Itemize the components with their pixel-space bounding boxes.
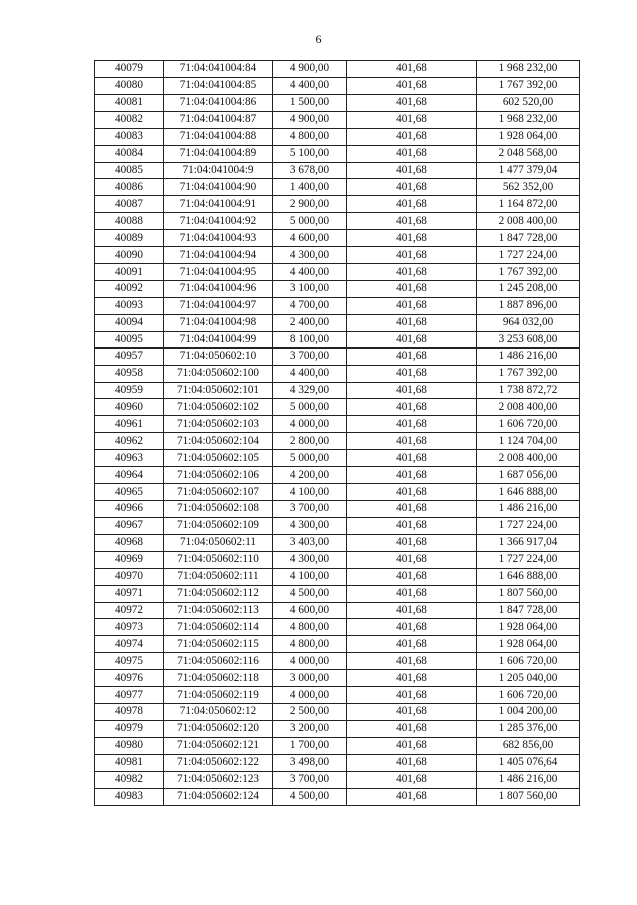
rate-cell: 401,68 bbox=[347, 467, 477, 484]
rate-cell: 401,68 bbox=[347, 771, 477, 788]
rate-cell: 401,68 bbox=[347, 230, 477, 247]
area-cell: 4 300,00 bbox=[273, 247, 347, 264]
cadastral-number-cell: 71:04:041004:99 bbox=[164, 331, 273, 348]
row-number-cell: 40085 bbox=[95, 162, 164, 179]
rate-cell: 401,68 bbox=[347, 297, 477, 314]
table-row bbox=[95, 264, 580, 281]
cadastral-number-cell: 71:04:041004:97 bbox=[164, 297, 273, 314]
table-row bbox=[95, 585, 580, 602]
value-cell: 1 164 872,00 bbox=[477, 196, 580, 213]
row-number-cell: 40094 bbox=[95, 314, 164, 331]
row-number-cell: 40967 bbox=[95, 517, 164, 534]
cadastral-number-cell: 71:04:050602:115 bbox=[164, 636, 273, 653]
table-row bbox=[95, 517, 580, 534]
table-row bbox=[95, 551, 580, 568]
table-row bbox=[95, 450, 580, 467]
cadastral-number-cell: 71:04:041004:91 bbox=[164, 196, 273, 213]
area-cell: 4 300,00 bbox=[273, 517, 347, 534]
area-cell: 4 400,00 bbox=[273, 77, 347, 94]
registry-table bbox=[94, 60, 580, 806]
area-cell: 4 000,00 bbox=[273, 653, 347, 670]
value-cell: 1 767 392,00 bbox=[477, 77, 580, 94]
rate-cell: 401,68 bbox=[347, 687, 477, 704]
cadastral-number-cell: 71:04:041004:87 bbox=[164, 111, 273, 128]
table-row bbox=[95, 61, 580, 78]
value-cell: 1 727 224,00 bbox=[477, 247, 580, 264]
row-number-cell: 40982 bbox=[95, 771, 164, 788]
area-cell: 3 700,00 bbox=[273, 348, 347, 365]
row-number-cell: 40963 bbox=[95, 450, 164, 467]
value-cell: 1 004 200,00 bbox=[477, 704, 580, 721]
cadastral-number-cell: 71:04:050602:10 bbox=[164, 348, 273, 365]
rate-cell: 401,68 bbox=[347, 247, 477, 264]
rate-cell: 401,68 bbox=[347, 213, 477, 230]
table-row bbox=[95, 162, 580, 179]
row-number-cell: 40973 bbox=[95, 619, 164, 636]
table-row bbox=[95, 399, 580, 416]
row-number-cell: 40960 bbox=[95, 399, 164, 416]
cadastral-number-cell: 71:04:050602:104 bbox=[164, 433, 273, 450]
area-cell: 3 700,00 bbox=[273, 771, 347, 788]
area-cell: 2 900,00 bbox=[273, 196, 347, 213]
value-cell: 1 968 232,00 bbox=[477, 111, 580, 128]
row-number-cell: 40958 bbox=[95, 365, 164, 382]
value-cell: 1 807 560,00 bbox=[477, 788, 580, 805]
cadastral-number-cell: 71:04:050602:109 bbox=[164, 517, 273, 534]
cadastral-number-cell: 71:04:041004:89 bbox=[164, 145, 273, 162]
row-number-cell: 40977 bbox=[95, 687, 164, 704]
table-row bbox=[95, 314, 580, 331]
value-cell: 1 928 064,00 bbox=[477, 619, 580, 636]
value-cell: 2 008 400,00 bbox=[477, 450, 580, 467]
cadastral-number-cell: 71:04:050602:123 bbox=[164, 771, 273, 788]
rate-cell: 401,68 bbox=[347, 128, 477, 145]
row-number-cell: 40959 bbox=[95, 382, 164, 399]
cadastral-number-cell: 71:04:050602:12 bbox=[164, 704, 273, 721]
area-cell: 3 678,00 bbox=[273, 162, 347, 179]
table-row bbox=[95, 771, 580, 788]
rate-cell: 401,68 bbox=[347, 314, 477, 331]
cadastral-number-cell: 71:04:041004:95 bbox=[164, 264, 273, 281]
value-cell: 1 124 704,00 bbox=[477, 433, 580, 450]
value-cell: 1 606 720,00 bbox=[477, 653, 580, 670]
table-row bbox=[95, 704, 580, 721]
cadastral-number-cell: 71:04:050602:121 bbox=[164, 737, 273, 754]
value-cell: 1 727 224,00 bbox=[477, 517, 580, 534]
table-row bbox=[95, 754, 580, 771]
area-cell: 3 100,00 bbox=[273, 280, 347, 297]
cadastral-number-cell: 71:04:050602:114 bbox=[164, 619, 273, 636]
value-cell: 1 606 720,00 bbox=[477, 416, 580, 433]
value-cell: 1 928 064,00 bbox=[477, 128, 580, 145]
area-cell: 3 498,00 bbox=[273, 754, 347, 771]
rate-cell: 401,68 bbox=[347, 382, 477, 399]
area-cell: 3 000,00 bbox=[273, 670, 347, 687]
cadastral-number-cell: 71:04:041004:93 bbox=[164, 230, 273, 247]
table-row bbox=[95, 467, 580, 484]
row-number-cell: 40981 bbox=[95, 754, 164, 771]
cadastral-number-cell: 71:04:041004:92 bbox=[164, 213, 273, 230]
row-number-cell: 40983 bbox=[95, 788, 164, 805]
row-number-cell: 40082 bbox=[95, 111, 164, 128]
row-number-cell: 40083 bbox=[95, 128, 164, 145]
value-cell: 1 687 056,00 bbox=[477, 467, 580, 484]
table-row bbox=[95, 196, 580, 213]
row-number-cell: 40084 bbox=[95, 145, 164, 162]
area-cell: 4 800,00 bbox=[273, 128, 347, 145]
value-cell: 1 738 872,72 bbox=[477, 382, 580, 399]
value-cell: 562 352,00 bbox=[477, 179, 580, 196]
row-number-cell: 40971 bbox=[95, 585, 164, 602]
cadastral-number-cell: 71:04:050602:119 bbox=[164, 687, 273, 704]
rate-cell: 401,68 bbox=[347, 162, 477, 179]
area-cell: 4 100,00 bbox=[273, 568, 347, 585]
cadastral-number-cell: 71:04:050602:107 bbox=[164, 484, 273, 501]
value-cell: 1 968 232,00 bbox=[477, 61, 580, 78]
table-row bbox=[95, 602, 580, 619]
rate-cell: 401,68 bbox=[347, 754, 477, 771]
table-row bbox=[95, 77, 580, 94]
value-cell: 1 928 064,00 bbox=[477, 636, 580, 653]
rate-cell: 401,68 bbox=[347, 568, 477, 585]
row-number-cell: 40966 bbox=[95, 500, 164, 517]
rate-cell: 401,68 bbox=[347, 179, 477, 196]
value-cell: 1 245 208,00 bbox=[477, 280, 580, 297]
area-cell: 2 400,00 bbox=[273, 314, 347, 331]
cadastral-number-cell: 71:04:041004:86 bbox=[164, 94, 273, 111]
rate-cell: 401,68 bbox=[347, 517, 477, 534]
area-cell: 1 400,00 bbox=[273, 179, 347, 196]
table-row bbox=[95, 720, 580, 737]
row-number-cell: 40962 bbox=[95, 433, 164, 450]
table-row bbox=[95, 619, 580, 636]
area-cell: 4 100,00 bbox=[273, 484, 347, 501]
cadastral-number-cell: 71:04:050602:106 bbox=[164, 467, 273, 484]
rate-cell: 401,68 bbox=[347, 619, 477, 636]
area-cell: 4 900,00 bbox=[273, 111, 347, 128]
area-cell: 4 500,00 bbox=[273, 585, 347, 602]
table-row bbox=[95, 111, 580, 128]
value-cell: 1 285 376,00 bbox=[477, 720, 580, 737]
row-number-cell: 40092 bbox=[95, 280, 164, 297]
cadastral-number-cell: 71:04:050602:124 bbox=[164, 788, 273, 805]
area-cell: 5 000,00 bbox=[273, 213, 347, 230]
row-number-cell: 40093 bbox=[95, 297, 164, 314]
cadastral-number-cell: 71:04:041004:85 bbox=[164, 77, 273, 94]
row-number-cell: 40969 bbox=[95, 551, 164, 568]
value-cell: 1 366 917,04 bbox=[477, 534, 580, 551]
value-cell: 1 847 728,00 bbox=[477, 230, 580, 247]
table-row bbox=[95, 534, 580, 551]
value-cell: 3 253 608,00 bbox=[477, 331, 580, 348]
table-row bbox=[95, 128, 580, 145]
area-cell: 8 100,00 bbox=[273, 331, 347, 348]
rate-cell: 401,68 bbox=[347, 399, 477, 416]
value-cell: 682 856,00 bbox=[477, 737, 580, 754]
rate-cell: 401,68 bbox=[347, 280, 477, 297]
area-cell: 1 700,00 bbox=[273, 737, 347, 754]
value-cell: 1 486 216,00 bbox=[477, 348, 580, 365]
value-cell: 1 646 888,00 bbox=[477, 484, 580, 501]
table-row bbox=[95, 331, 580, 348]
rate-cell: 401,68 bbox=[347, 433, 477, 450]
value-cell: 1 205 040,00 bbox=[477, 670, 580, 687]
area-cell: 4 500,00 bbox=[273, 788, 347, 805]
cadastral-number-cell: 71:04:050602:120 bbox=[164, 720, 273, 737]
rate-cell: 401,68 bbox=[347, 500, 477, 517]
value-cell: 1 486 216,00 bbox=[477, 771, 580, 788]
rate-cell: 401,68 bbox=[347, 111, 477, 128]
cadastral-number-cell: 71:04:050602:103 bbox=[164, 416, 273, 433]
rate-cell: 401,68 bbox=[347, 450, 477, 467]
rate-cell: 401,68 bbox=[347, 602, 477, 619]
rate-cell: 401,68 bbox=[347, 264, 477, 281]
cadastral-number-cell: 71:04:041004:9 bbox=[164, 162, 273, 179]
rate-cell: 401,68 bbox=[347, 365, 477, 382]
row-number-cell: 40980 bbox=[95, 737, 164, 754]
rate-cell: 401,68 bbox=[347, 788, 477, 805]
cadastral-number-cell: 71:04:050602:101 bbox=[164, 382, 273, 399]
row-number-cell: 40091 bbox=[95, 264, 164, 281]
area-cell: 4 300,00 bbox=[273, 551, 347, 568]
table-row bbox=[95, 179, 580, 196]
table-row bbox=[95, 213, 580, 230]
area-cell: 4 600,00 bbox=[273, 602, 347, 619]
area-cell: 4 700,00 bbox=[273, 297, 347, 314]
area-cell: 4 600,00 bbox=[273, 230, 347, 247]
table-row bbox=[95, 653, 580, 670]
row-number-cell: 40079 bbox=[95, 61, 164, 78]
area-cell: 2 800,00 bbox=[273, 433, 347, 450]
cadastral-number-cell: 71:04:041004:96 bbox=[164, 280, 273, 297]
row-number-cell: 40088 bbox=[95, 213, 164, 230]
row-number-cell: 40979 bbox=[95, 720, 164, 737]
area-cell: 5 100,00 bbox=[273, 145, 347, 162]
rate-cell: 401,68 bbox=[347, 534, 477, 551]
row-number-cell: 40972 bbox=[95, 602, 164, 619]
area-cell: 4 000,00 bbox=[273, 687, 347, 704]
table-row bbox=[95, 416, 580, 433]
cadastral-number-cell: 71:04:041004:98 bbox=[164, 314, 273, 331]
table-row bbox=[95, 230, 580, 247]
value-cell: 964 032,00 bbox=[477, 314, 580, 331]
rate-cell: 401,68 bbox=[347, 145, 477, 162]
table-row bbox=[95, 247, 580, 264]
value-cell: 1 847 728,00 bbox=[477, 602, 580, 619]
rate-cell: 401,68 bbox=[347, 348, 477, 365]
cadastral-number-cell: 71:04:050602:122 bbox=[164, 754, 273, 771]
table-row bbox=[95, 382, 580, 399]
row-number-cell: 40081 bbox=[95, 94, 164, 111]
area-cell: 3 403,00 bbox=[273, 534, 347, 551]
area-cell: 5 000,00 bbox=[273, 399, 347, 416]
rate-cell: 401,68 bbox=[347, 653, 477, 670]
cadastral-number-cell: 71:04:050602:113 bbox=[164, 602, 273, 619]
row-number-cell: 40090 bbox=[95, 247, 164, 264]
cadastral-number-cell: 71:04:050602:100 bbox=[164, 365, 273, 382]
table-row bbox=[95, 500, 580, 517]
row-number-cell: 40965 bbox=[95, 484, 164, 501]
value-cell: 1 486 216,00 bbox=[477, 500, 580, 517]
row-number-cell: 40978 bbox=[95, 704, 164, 721]
cadastral-number-cell: 71:04:050602:110 bbox=[164, 551, 273, 568]
table-row bbox=[95, 348, 580, 365]
row-number-cell: 40957 bbox=[95, 348, 164, 365]
page-number: 6 bbox=[315, 32, 322, 46]
area-cell: 4 800,00 bbox=[273, 619, 347, 636]
rate-cell: 401,68 bbox=[347, 636, 477, 653]
rate-cell: 401,68 bbox=[347, 331, 477, 348]
value-cell: 2 048 568,00 bbox=[477, 145, 580, 162]
cadastral-number-cell: 71:04:041004:90 bbox=[164, 179, 273, 196]
cadastral-number-cell: 71:04:050602:112 bbox=[164, 585, 273, 602]
value-cell: 1 477 379,04 bbox=[477, 162, 580, 179]
area-cell: 3 200,00 bbox=[273, 720, 347, 737]
table-row bbox=[95, 687, 580, 704]
cadastral-number-cell: 71:04:050602:11 bbox=[164, 534, 273, 551]
value-cell: 1 807 560,00 bbox=[477, 585, 580, 602]
rate-cell: 401,68 bbox=[347, 704, 477, 721]
rate-cell: 401,68 bbox=[347, 720, 477, 737]
cadastral-number-cell: 71:04:050602:116 bbox=[164, 653, 273, 670]
table-row bbox=[95, 568, 580, 585]
cadastral-number-cell: 71:04:050602:105 bbox=[164, 450, 273, 467]
rate-cell: 401,68 bbox=[347, 670, 477, 687]
rate-cell: 401,68 bbox=[347, 585, 477, 602]
value-cell: 1 727 224,00 bbox=[477, 551, 580, 568]
cadastral-number-cell: 71:04:050602:108 bbox=[164, 500, 273, 517]
table-row bbox=[95, 365, 580, 382]
row-number-cell: 40970 bbox=[95, 568, 164, 585]
rate-cell: 401,68 bbox=[347, 416, 477, 433]
table-row bbox=[95, 280, 580, 297]
table-row bbox=[95, 433, 580, 450]
area-cell: 1 500,00 bbox=[273, 94, 347, 111]
row-number-cell: 40975 bbox=[95, 653, 164, 670]
value-cell: 1 646 888,00 bbox=[477, 568, 580, 585]
cadastral-number-cell: 71:04:041004:84 bbox=[164, 61, 273, 78]
row-number-cell: 40086 bbox=[95, 179, 164, 196]
area-cell: 4 329,00 bbox=[273, 382, 347, 399]
area-cell: 4 400,00 bbox=[273, 365, 347, 382]
value-cell: 1 606 720,00 bbox=[477, 687, 580, 704]
table-row bbox=[95, 94, 580, 111]
rate-cell: 401,68 bbox=[347, 484, 477, 501]
value-cell: 2 008 400,00 bbox=[477, 213, 580, 230]
area-cell: 4 200,00 bbox=[273, 467, 347, 484]
rate-cell: 401,68 bbox=[347, 94, 477, 111]
value-cell: 2 008 400,00 bbox=[477, 399, 580, 416]
cadastral-number-cell: 71:04:050602:102 bbox=[164, 399, 273, 416]
row-number-cell: 40968 bbox=[95, 534, 164, 551]
table-row bbox=[95, 145, 580, 162]
rate-cell: 401,68 bbox=[347, 196, 477, 213]
row-number-cell: 40961 bbox=[95, 416, 164, 433]
row-number-cell: 40964 bbox=[95, 467, 164, 484]
area-cell: 2 500,00 bbox=[273, 704, 347, 721]
table-row bbox=[95, 788, 580, 805]
row-number-cell: 40087 bbox=[95, 196, 164, 213]
table-row bbox=[95, 670, 580, 687]
table-row bbox=[95, 484, 580, 501]
area-cell: 3 700,00 bbox=[273, 500, 347, 517]
cadastral-number-cell: 71:04:041004:94 bbox=[164, 247, 273, 264]
table-row bbox=[95, 297, 580, 314]
value-cell: 1 767 392,00 bbox=[477, 365, 580, 382]
area-cell: 4 800,00 bbox=[273, 636, 347, 653]
value-cell: 1 405 076,64 bbox=[477, 754, 580, 771]
value-cell: 1 767 392,00 bbox=[477, 264, 580, 281]
area-cell: 4 000,00 bbox=[273, 416, 347, 433]
rate-cell: 401,68 bbox=[347, 61, 477, 78]
row-number-cell: 40089 bbox=[95, 230, 164, 247]
area-cell: 4 900,00 bbox=[273, 61, 347, 78]
rate-cell: 401,68 bbox=[347, 551, 477, 568]
cadastral-number-cell: 71:04:050602:111 bbox=[164, 568, 273, 585]
row-number-cell: 40974 bbox=[95, 636, 164, 653]
rate-cell: 401,68 bbox=[347, 77, 477, 94]
area-cell: 4 400,00 bbox=[273, 264, 347, 281]
table-row bbox=[95, 737, 580, 754]
value-cell: 1 887 896,00 bbox=[477, 297, 580, 314]
cadastral-number-cell: 71:04:050602:118 bbox=[164, 670, 273, 687]
rate-cell: 401,68 bbox=[347, 737, 477, 754]
row-number-cell: 40095 bbox=[95, 331, 164, 348]
registry-table-body bbox=[95, 61, 580, 806]
table-row bbox=[95, 636, 580, 653]
row-number-cell: 40080 bbox=[95, 77, 164, 94]
row-number-cell: 40976 bbox=[95, 670, 164, 687]
value-cell: 602 520,00 bbox=[477, 94, 580, 111]
cadastral-number-cell: 71:04:041004:88 bbox=[164, 128, 273, 145]
area-cell: 5 000,00 bbox=[273, 450, 347, 467]
